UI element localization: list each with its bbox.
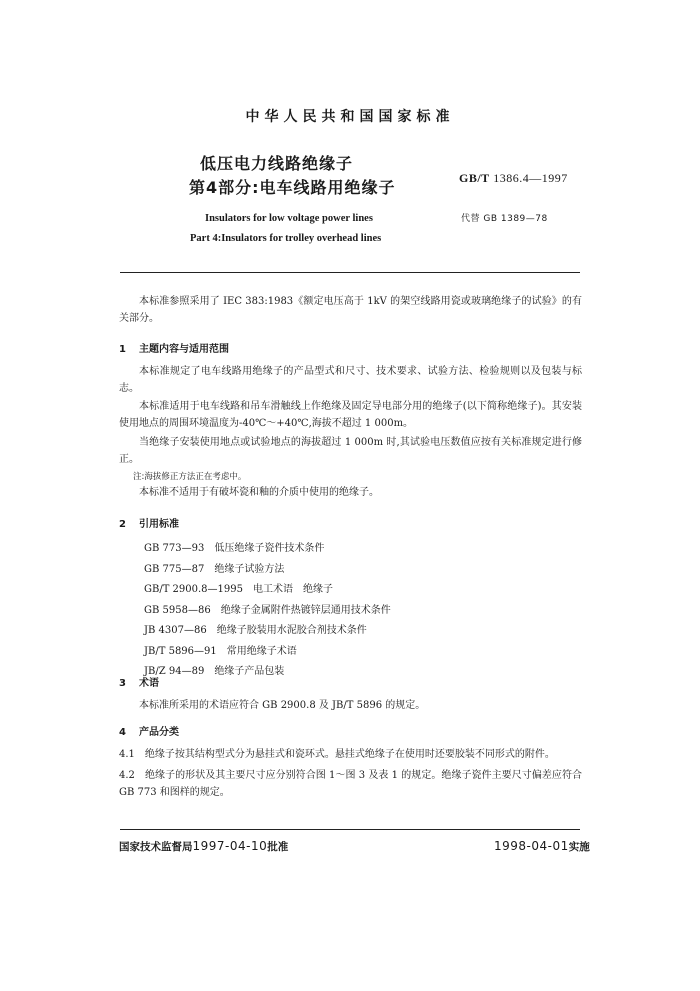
standard-code (459, 171, 568, 186)
reference-item (144, 539, 391, 560)
clause-4-1: 4.1 绝缘子按其结构型式分为悬挂式和瓷环式。悬挂式绝缘子在使用时还要胶装不同形式的附件。 (119, 749, 555, 760)
approval-date: 1997-04-10 (192, 839, 268, 853)
section-2-number: 2 (119, 519, 126, 530)
reference-title: 低压绝缘子瓷件技术条件 (214, 543, 325, 554)
reference-code: GB 775—87 (144, 563, 205, 575)
footer-divider (120, 829, 580, 830)
reference-code: GB/T 2900.8—1995 (144, 584, 243, 595)
reference-title: 绝缘子试验方法 (214, 563, 285, 575)
section-4-number: 4 (119, 727, 126, 738)
reference-title: 电工术语 绝缘子 (253, 584, 333, 595)
reference-item (144, 662, 391, 683)
section-1-title: 主题内容与适用范围 (139, 344, 229, 355)
reference-code: GB 773—93 (144, 543, 205, 554)
reference-item (144, 580, 391, 601)
section-2-heading (119, 515, 179, 530)
section-4-title: 产品分类 (139, 727, 179, 738)
reference-code: GB 5958—86 (144, 604, 211, 616)
section-1-number: 1 (119, 344, 126, 355)
section-1-note: 注:海拔修正方法正在考虑中。 (133, 472, 247, 482)
standard-prefix: GB/T (459, 171, 490, 185)
section-1-paragraph-4: 本标准不适用于有破坏瓷和釉的介质中使用的绝缘子。 (139, 487, 379, 498)
title-cn-line1: 低压电力线路绝缘子 (200, 154, 354, 173)
title-en-line2: Part 4:Insulators for trolley overhead lines (190, 233, 382, 244)
section-3-paragraph: 本标准所采用的术语应符合 GB 2900.8 及 JB/T 5896 的规定。 (139, 700, 426, 711)
section-1-paragraph-3: 当绝缘子安装使用地点或试验地点的海拔超过 1 000m 时,其试验电压数值应按有关标准规定进行修正。 (119, 437, 582, 465)
section-4-heading (119, 723, 179, 738)
normative-references-list (144, 539, 391, 683)
standard-number: 1386.4—1997 (493, 171, 568, 185)
implementation-date: 1998-04-01 (494, 839, 569, 853)
reference-item (144, 642, 391, 663)
reference-code: JB 4307—86 (144, 625, 207, 636)
section-1-paragraph-1: 本标准规定了电车线路用绝缘子的产品型式和尺寸、技术要求、试验方法、检验规则以及包装与标志。 (119, 366, 582, 394)
reference-code: JB/Z 94—89 (144, 666, 205, 677)
section-3-number: 3 (119, 678, 126, 689)
header-divider (120, 272, 580, 273)
clause-4-2: 4.2 绝缘子的形状及其主要尺寸应分别符合图 1～图 3 及表 1 的规定。绝缘子瓷件主要尺寸偏差应符合 GB 773 和图样的规定。 (119, 770, 582, 798)
implementation-label: 实施 (568, 841, 590, 853)
reference-code: JB/T 5896—91 (144, 645, 217, 657)
replaces-note: 代替 GB 1389—78 (461, 214, 548, 224)
reference-title: 绝缘子胶装用水泥胶合剂技术条件 (216, 625, 367, 636)
title-en-line1: Insulators for low voltage power lines (205, 213, 373, 224)
intro-paragraph: 本标准参照采用了 IEC 383:1983《额定电压高于 1kV 的架空线路用瓷或玻璃绝缘子的试验》的有关部分。 (119, 296, 582, 324)
approval-line (119, 839, 288, 854)
section-1-paragraph-2: 本标准适用于电车线路和吊车滑触线上作绝缘及固定导电部分用的绝缘子(以下简称绝缘子)。其安装使用地点的周围环境温度为-40℃～+40℃,海拔不超过 1 000m。 (119, 401, 582, 429)
reference-item (144, 560, 391, 581)
section-2-title: 引用标准 (139, 519, 179, 530)
implementation-line (494, 839, 590, 854)
issuing-authority: 国家技术监督局 (119, 841, 193, 853)
reference-title: 常用绝缘子术语 (226, 645, 297, 657)
reference-item (144, 601, 391, 622)
approval-label: 批准 (267, 841, 289, 853)
section-3-heading (119, 674, 159, 689)
reference-title: 绝缘子产品包装 (214, 666, 285, 677)
reference-item (144, 621, 391, 642)
standard-org-heading: 中华人民共和国国家标准 (245, 109, 455, 125)
title-cn-line2: 第4部分:电车线路用绝缘子 (189, 178, 396, 197)
section-3-title: 术语 (139, 678, 159, 689)
section-1-heading (119, 340, 229, 355)
reference-title: 绝缘子金属附件热镀锌层通用技术条件 (220, 604, 391, 616)
